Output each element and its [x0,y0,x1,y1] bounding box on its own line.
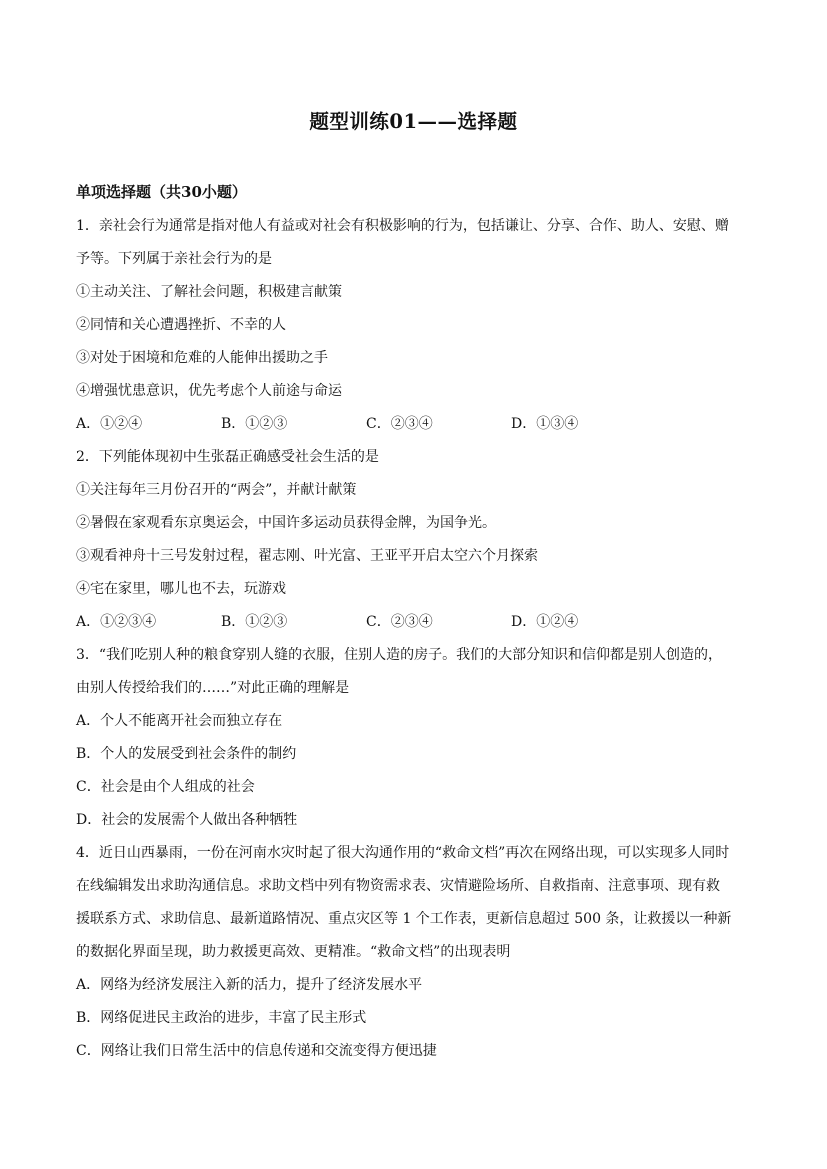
document-body [76,210,756,1068]
text-line: ④宅在家里，哪儿也不去，玩游戏 [76,581,286,597]
q1-option-a: A．①②④ [76,416,143,432]
q2-options [76,606,756,639]
text-line: 由别人传授给我们的……”对此正确的理解是 [76,680,350,696]
q2-option-d: D．①②④ [511,614,579,630]
text-line: ②同情和关心遭遇挫折、不幸的人 [76,317,286,333]
q2-option-b: B．①②③ [221,614,288,630]
text-line: C．网络让我们日常生活中的信息传递和交流变得方便迅捷 [76,1043,437,1059]
q2-option-a: A．①②③④ [76,614,157,630]
q1-options [76,408,756,441]
text-line: A．个人不能离开社会而独立存在 [76,713,283,729]
text-line: B．网络促进民主政治的进步，丰富了民主形式 [76,1010,367,1026]
text-line: 在线编辑发出求助沟通信息。求助文档中列有物资需求表、灾情避险场所、自救指南、注意事项、现有救 [76,878,720,894]
text-line: ②暑假在家观看东京奥运会，中国许多运动员获得金牌，为国争光。 [76,515,496,531]
text-line: D．社会的发展需个人做出各种牺牲 [76,812,298,828]
text-line: 援联系方式、求助信息、最新道路情况、重点灾区等 1 个工作表，更新信息超过 500 条，让救援以一种新 [76,911,732,927]
document-title: 题型训练01——选择题 [309,110,518,133]
text-line: 4．近日山西暴雨，一份在河南水灾时起了很大沟通作用的“救命文档”再次在网络出现，可以实现多人同时 [76,845,730,861]
text-line: 2．下列能体现初中生张磊正确感受社会生活的是 [76,449,379,465]
text-line: 3．“我们吃别人种的粮食穿别人缝的衣服，住别人造的房子。我们的大部分知识和信仰都是别人创造的， [76,647,723,663]
text-line: B．个人的发展受到社会条件的制约 [76,746,297,762]
text-line: ③对处于困境和危难的人能伸出援助之手 [76,350,328,366]
q2-option-c: C．②③④ [366,614,433,630]
text-line: 的数据化界面呈现，助力救援更高效、更精准。“救命文档”的出现表明 [76,944,511,960]
q1-option-d: D．①③④ [511,416,579,432]
text-line: ①主动关注、了解社会问题，积极建言献策 [76,284,342,300]
text-line: ④增强忧患意识，优先考虑个人前途与命运 [76,383,342,399]
text-line: 1．亲社会行为通常是指对他人有益或对社会有积极影响的行为，包括谦让、分享、合作、助人、安慰、赠 [76,218,729,234]
text-line: 予等。下列属于亲社会行为的是 [76,251,272,267]
text-line: ①关注每年三月份召开的“两会”，并献计献策 [76,482,357,498]
text-line: A．网络为经济发展注入新的活力，提升了经济发展水平 [76,977,423,993]
text-line: C．社会是由个人组成的社会 [76,779,255,795]
q1-option-c: C．②③④ [366,416,433,432]
section-heading: 单项选择题（共30小题） [76,183,247,201]
text-line: ③观看神舟十三号发射过程，翟志刚、叶光富、王亚平开启太空六个月探索 [76,548,538,564]
q1-option-b: B．①②③ [221,416,288,432]
